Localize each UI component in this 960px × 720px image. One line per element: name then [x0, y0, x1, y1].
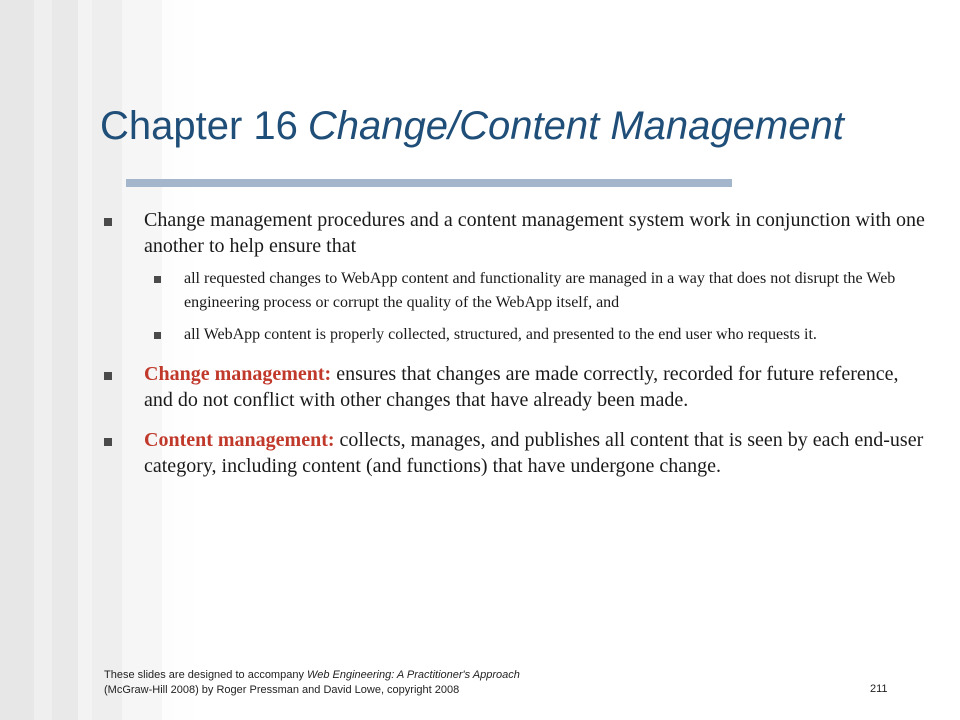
- bullet-text: ensures that changes are made correctly, recorded for future reference, and do not conflict with other changes that have already been made.: [144, 363, 899, 411]
- footer-credit: [104, 668, 724, 698]
- decor-stripe: [52, 0, 78, 720]
- bullet-item: [104, 207, 930, 259]
- footer-line-2: (McGraw-Hill 2008) by Roger Pressman and David Lowe, copyright 2008: [104, 684, 460, 696]
- bullet-square-icon: [154, 332, 161, 339]
- bullet-item: [104, 361, 930, 413]
- sub-bullet-text: all requested changes to WebApp content and functionality are managed in a way that does not disrupt the Web engineering process or corrupt the quality of the WebApp itself, and: [184, 270, 896, 311]
- bullet-term: Change management:: [144, 363, 332, 385]
- footer-line-1: [104, 668, 724, 683]
- bullet-square-icon: [154, 276, 161, 283]
- bullet-square-icon: [104, 438, 112, 446]
- bullet-text: collects, manages, and publishes all content that is seen by each end-user category, including content (and functions) that have undergone change.: [144, 429, 924, 477]
- footer-prefix: These slides are designed to accompany: [104, 669, 304, 681]
- decor-stripe: [0, 0, 34, 720]
- title-underline: [126, 179, 732, 187]
- slide-content: [104, 207, 930, 487]
- sub-bullet-item: [104, 267, 930, 315]
- page-number: 211: [870, 683, 888, 695]
- bullet-square-icon: [104, 218, 112, 226]
- decor-stripe: [34, 0, 52, 720]
- title-chapter: Chapter 16: [100, 104, 298, 148]
- footer-book-title: Web Engineering: A Practitioner's Approach: [307, 669, 520, 681]
- decor-stripe: [78, 0, 92, 720]
- sub-bullet-text: all WebApp content is properly collected, structured, and presented to the end user who requests it.: [184, 326, 817, 343]
- bullet-text: Change management procedures and a content management system work in conjunction with one another to help ensure that: [144, 209, 925, 257]
- title-subtitle: Change/Content Management: [307, 104, 844, 148]
- bullet-square-icon: [104, 372, 112, 380]
- bullet-term: Content management:: [144, 429, 335, 451]
- slide-title: [100, 100, 940, 152]
- bullet-item: [104, 427, 930, 479]
- sub-bullet-item: [104, 323, 930, 347]
